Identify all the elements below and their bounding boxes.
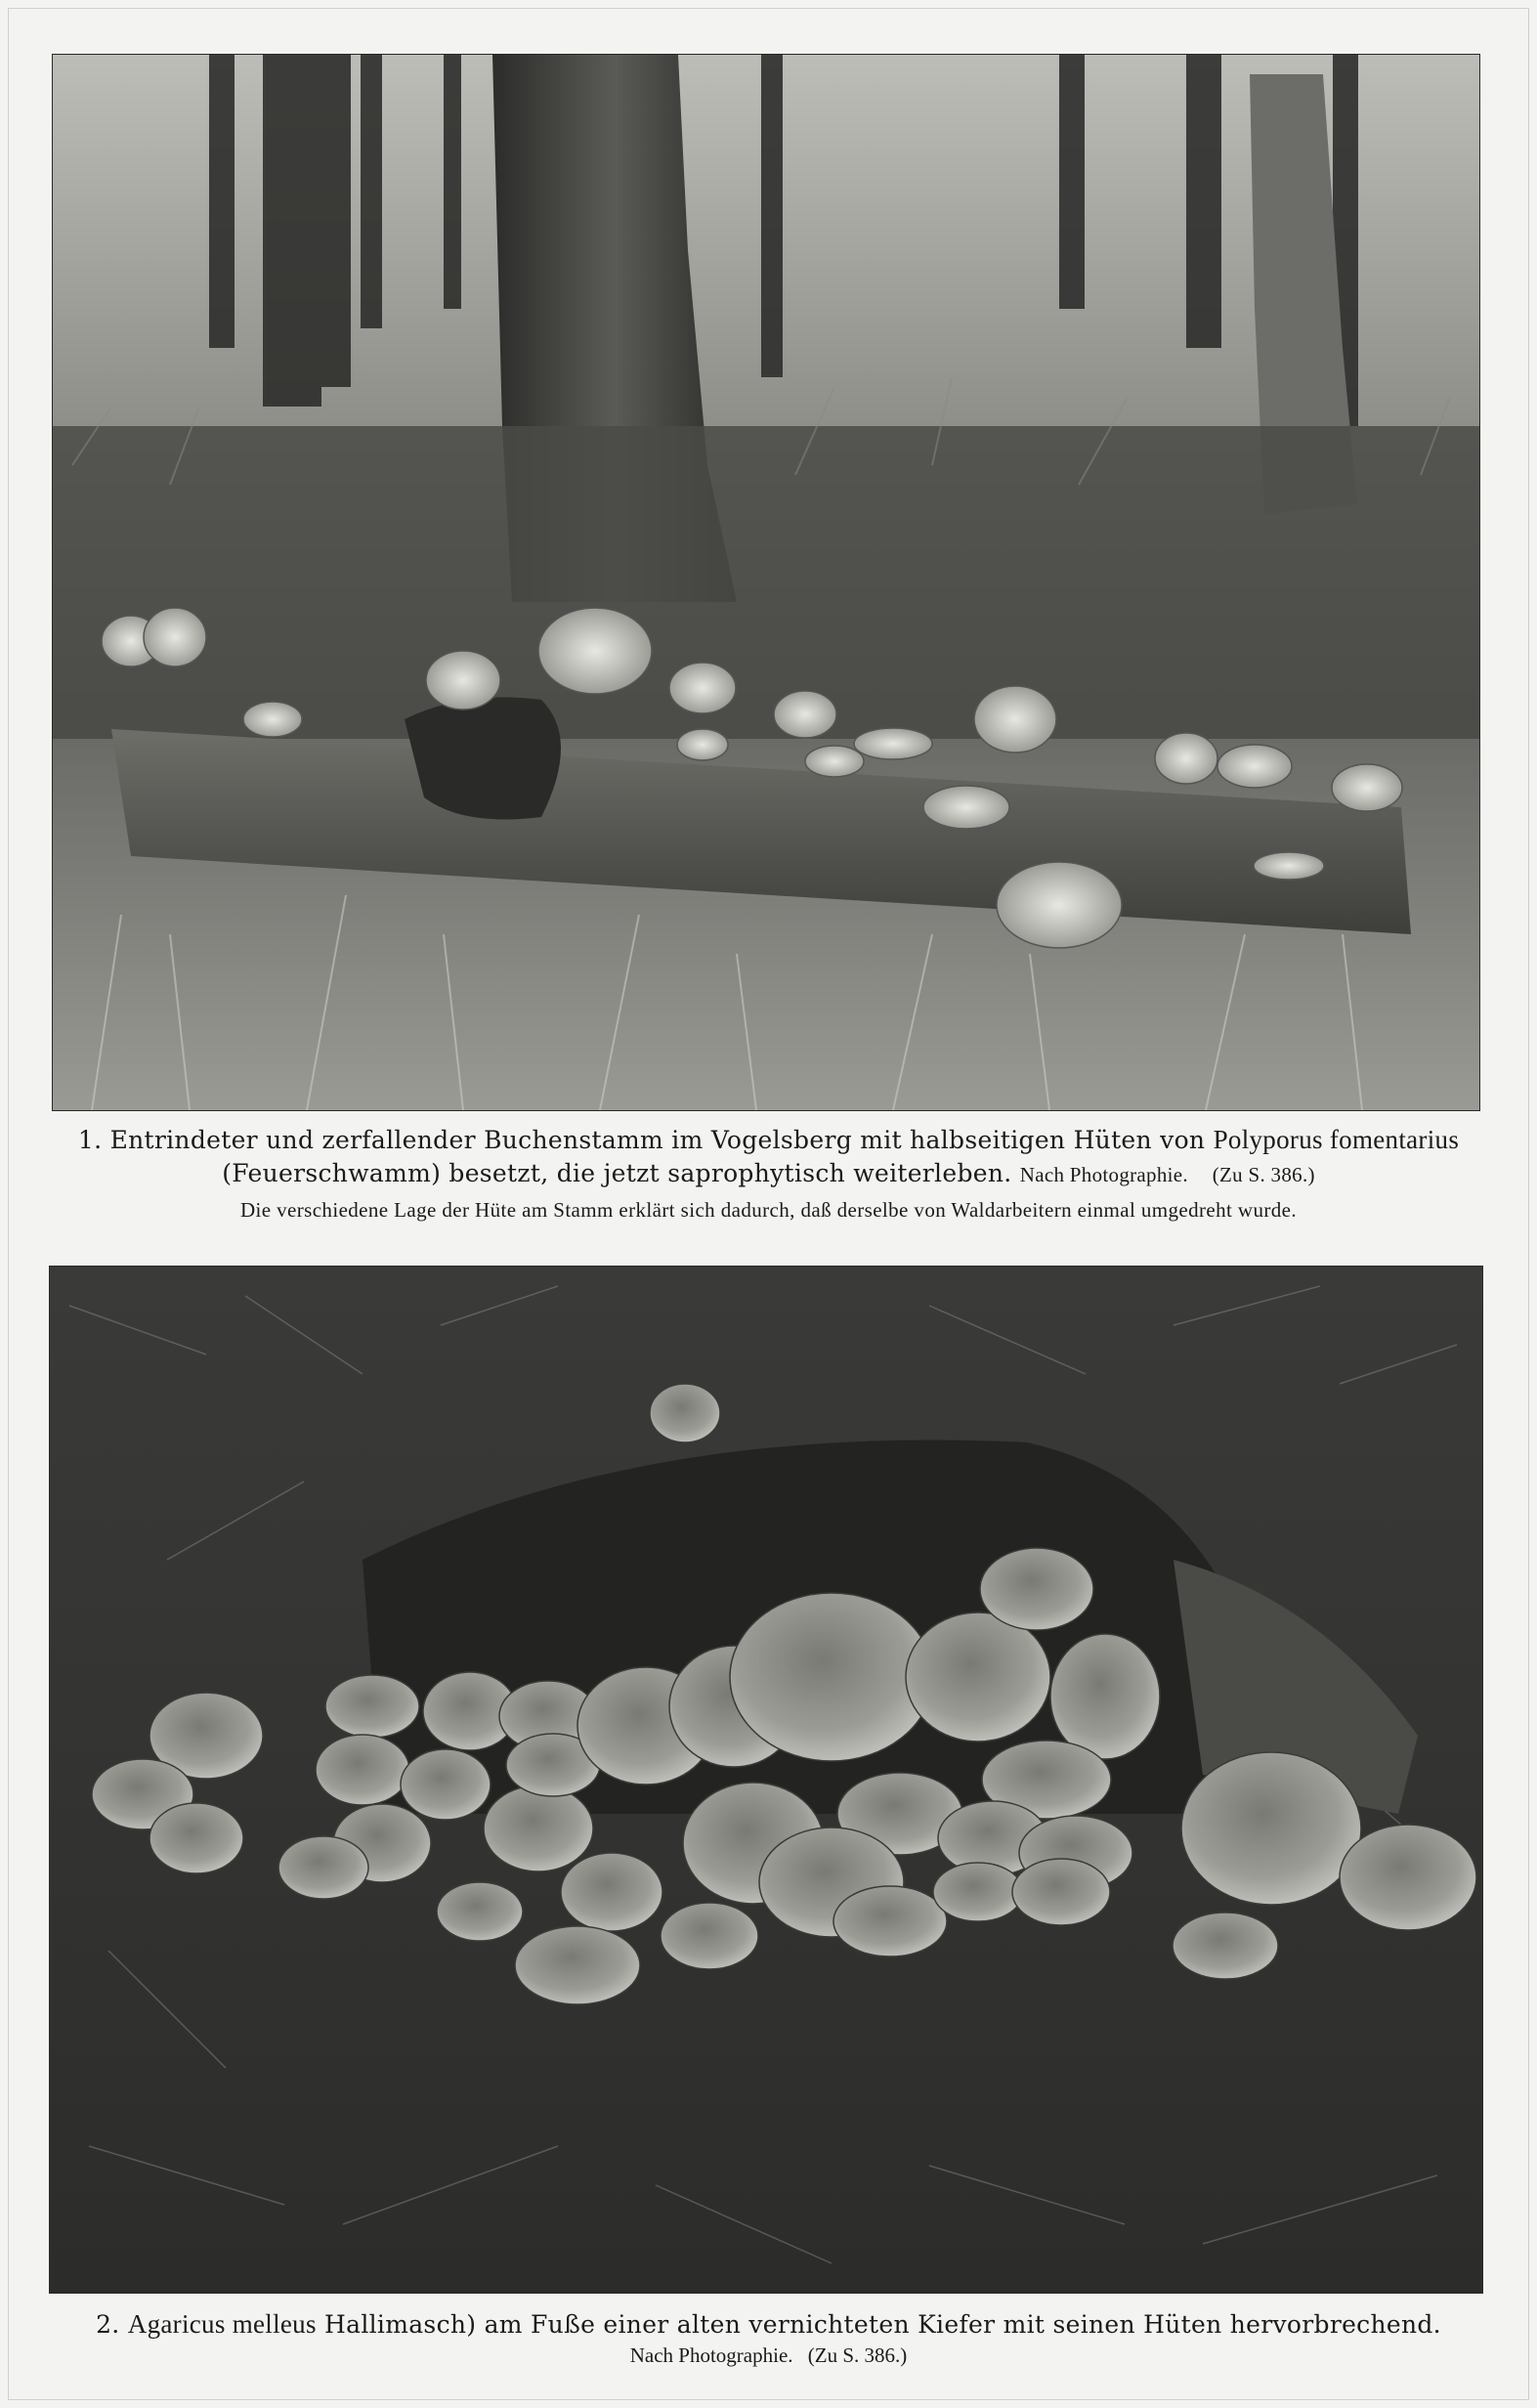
figure-1-latin-name: Polyporus fomentarius xyxy=(1213,1125,1460,1154)
photo-beech-log-bracket-fungi xyxy=(52,54,1480,1111)
figure-2-caption-line-2 xyxy=(39,2342,1498,2369)
figure-2-caption xyxy=(39,2306,1498,2370)
figure-1-text-b: (Feuerschwamm) besetzt, die jetzt saprophytisch weiterleben. xyxy=(222,1159,1012,1188)
photo-agaricus-melleus-cluster xyxy=(49,1266,1483,2294)
figure-2-number: 2. xyxy=(96,2310,120,2339)
figure-1-caption-line-1 xyxy=(39,1122,1498,1157)
figure-1-caption xyxy=(39,1122,1498,1225)
figure-2-caption-line-1 xyxy=(39,2306,1498,2342)
figure-1-note: Die verschiedene Lage der Hüte am Stamm erklärt sich dadurch, daß derselbe von Waldarbeitern einmal umgedreht wurde. xyxy=(239,1198,1298,1223)
photo-2-illustration xyxy=(50,1267,1482,2293)
figure-1-text-a: Entrindeter und zerfallender Buchenstamm im Vogelsberg mit halbseitigen Hüten von xyxy=(109,1126,1206,1154)
figure-2-text-a: Hallimasch) am Fuße einer alten vernichteten Kiefer mit seinen Hüten hervorbrechend. xyxy=(324,2310,1441,2339)
figure-1-source: Nach Photographie. xyxy=(1019,1163,1188,1187)
figure-2-page-ref: (Zu S. 386.) xyxy=(807,2344,908,2368)
figure-2-latin-name: Agaricus melleus xyxy=(127,2309,317,2339)
figure-1-page-ref: (Zu S. 386.) xyxy=(1212,1163,1315,1187)
figure-1-number: 1. xyxy=(77,1126,103,1154)
photo-1-illustration xyxy=(53,55,1479,1110)
figure-2-source: Nach Photographie. xyxy=(629,2344,793,2368)
figure-1-caption-line-2 xyxy=(39,1157,1498,1190)
